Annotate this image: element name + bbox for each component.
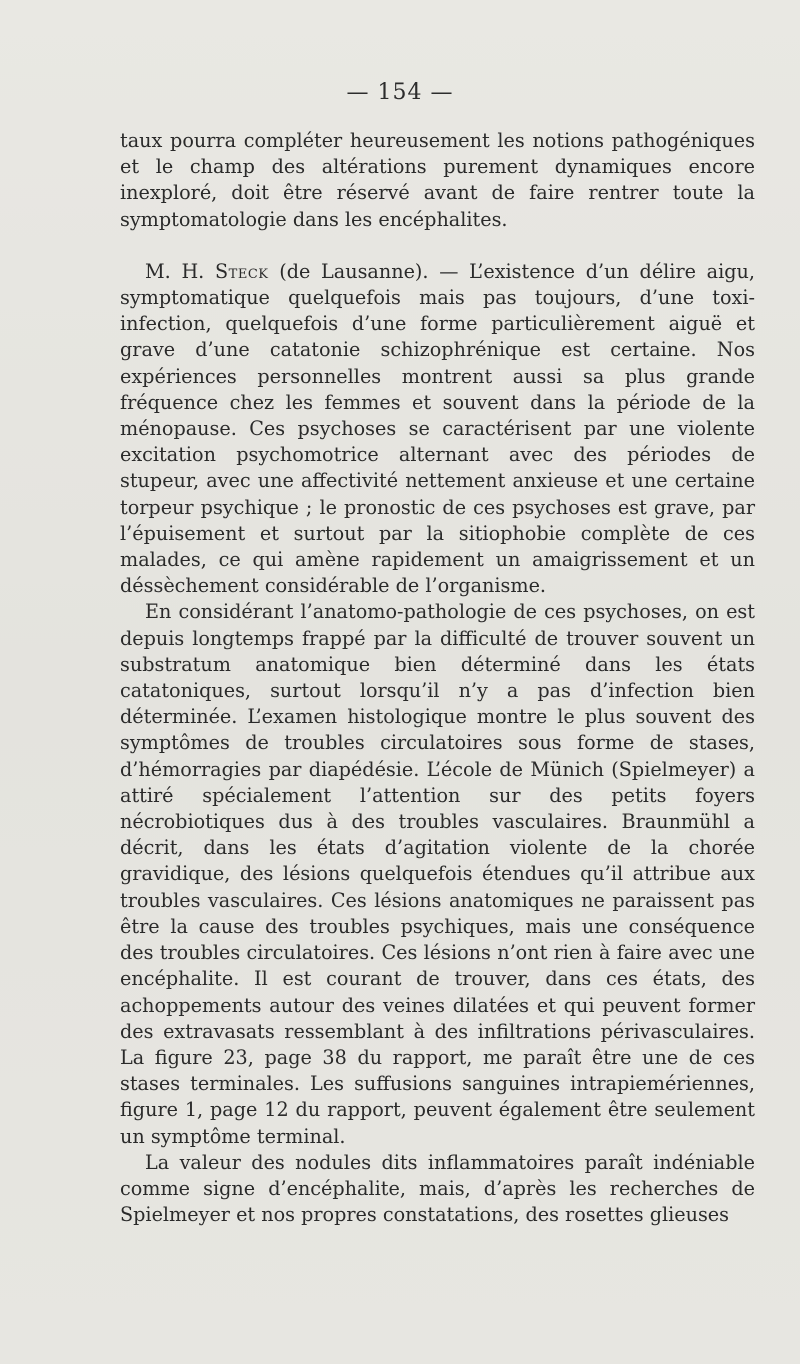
paragraph-steck-intervention [120,259,755,600]
paragraph-continuation: taux pourra compléter heureusement les notions pathogéniques et le champ des altérations purement dynamiques encore inexploré, doit être réservé avant de faire rentrer toute la symptomatologie dans les encéphalites. [120,129,755,231]
author-name: Steck [215,259,269,283]
page-number: — 154 — [346,80,454,105]
paragraph-anatomo-pathology: En considérant l’anatomo-pathologie de ces psychoses, on est depuis longtemps frappé par la difficulté de trouver souvent un substratum anatomique bien déterminé dans les états catatoniques, surtout lorsqu’il n’y a pas d’infection bien déterminée. L’examen histologique montre le plus souvent des symptômes de troubles circulatoires sous forme de stases, d’hémorragies par diapédésie. L’école de Münich (Spielmeyer) a attiré spécialement l’attention sur des petits foyers nécrobiotiques dus à des troubles vasculaires. Braunmühl a décrit, dans les états d’agitation violente de la chorée gravidique, des lésions quelquefois étendues qu’il attribue aux troubles vasculaires. Ces lésions anatomiques ne paraissent pas être la cause des troubles psychiques, mais une conséquence des troubles circulatoires. Ces lésions n’ont rien à faire avec une encéphalite. Il est courant de trouver, dans ces états, des achoppements autour des veines dilatées et qui peuvent former des extravasats ressemblant à des infiltrations périvasculaires. La figure 23, page 38 du rapport, me paraît être une de ces stases terminales. Les suffusions sanguines intrapiemériennes, figure 1, page 12 du rapport, peuvent également être seulement un symptôme terminal. [120,600,755,1148]
paragraph-text: (de Lausanne). — L’existence d’un délire aigu, symptomatique quelquefois mais pas toujours, d’une toxi-infection, quelquefois d’une forme particulièrement aiguë et grave d’une catatonie schizophrénique est certaine. Nos expériences personnelles montrent aussi sa plus grande fréquence chez les femmes et souvent dans la période de la ménopause. Ces psychoses se caractérisent par une violente excitation psychomotrice alternant avec des périodes de stupeur, avec une affectivité nettement anxieuse et une certaine torpeur psychique ; le pronostic de ces psychoses est grave, par l’épuisement et surtout par la sitiophobie complète de ces malades, ce qui amène rapidement un amaigrissement et un déssèchement considérable de l’organisme. [120,259,755,598]
author-prefix: M. H. [145,259,205,283]
body-text [120,128,755,1228]
paragraph-nodules: La valeur des nodules dits inflammatoires paraît indéniable comme signe d’encéphalite, mais, d’après les recherches de Spielmeyer et nos propres constatations, des rosettes glieuses [120,1150,755,1227]
